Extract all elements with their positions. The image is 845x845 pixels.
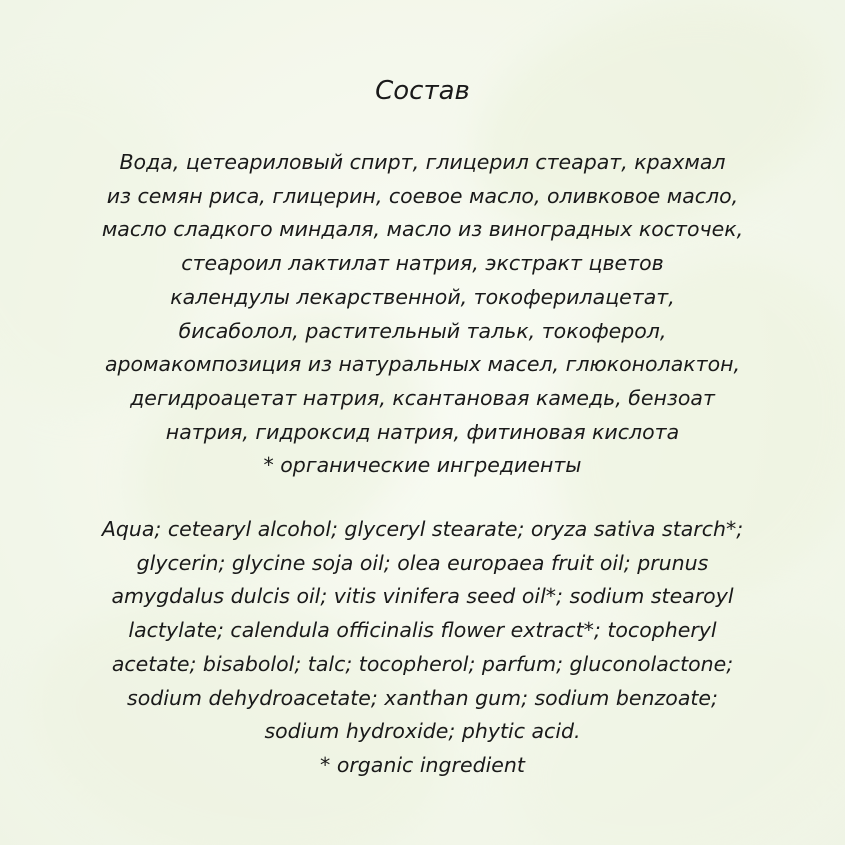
organic-footnote: * organic ingredient (320, 752, 525, 777)
ingredients-line: Вода, цетеариловый спирт, глицерил стеарат, крахмал (119, 150, 726, 174)
ingredients-line: lactylate; calendula officinalis flower extract*; tocopheryl (128, 618, 717, 643)
page-title: Состав (375, 76, 470, 106)
ingredients-line: календулы лекарственной, токоферилацетат, (170, 284, 675, 309)
ingredients-line: Aqua; cetearyl alcohol; glyceryl stearate; oryza sativa starch*; (101, 517, 744, 541)
ingredients-line: стеароил лактилат натрия, экстракт цветов (181, 251, 664, 276)
ingredients-line: масло сладкого миндаля, масло из виноградных косточек, (101, 217, 744, 242)
ingredients-line: sodium hydroxide; phytic acid. (264, 719, 581, 744)
ingredients-line: натрия, гидроксид натрия, фитиновая кислота (165, 419, 680, 444)
ingredients-line: аромакомпозиция из натуральных масел, глюконолактон, (104, 352, 741, 377)
ingredients-line: sodium dehydroacetate; xanthan gum; sodium benzoate; (127, 685, 718, 710)
english-ingredients (40, 513, 805, 783)
ingredients-line: дегидроацетат натрия, ксантановая камедь, бензоат (130, 385, 715, 410)
ingredients-line: acetate; bisabolol; talc; tocopherol; parfum; gluconolactone; (111, 651, 734, 676)
russian-ingredients (40, 146, 805, 483)
organic-footnote: * органические ингредиенты (263, 453, 582, 478)
ingredients-line: glycerin; glycine soja oil; olea europaea fruit oil; prunus (136, 550, 709, 575)
ingredients-line: из семян риса, глицерин, соевое масло, оливковое масло, (106, 183, 739, 208)
ingredients-line: amygdalus dulcis oil; vitis vinifera seed oil*; sodium stearoyl (111, 584, 734, 609)
ingredients-line: бисаболол, растительный тальк, токоферол, (178, 318, 667, 343)
